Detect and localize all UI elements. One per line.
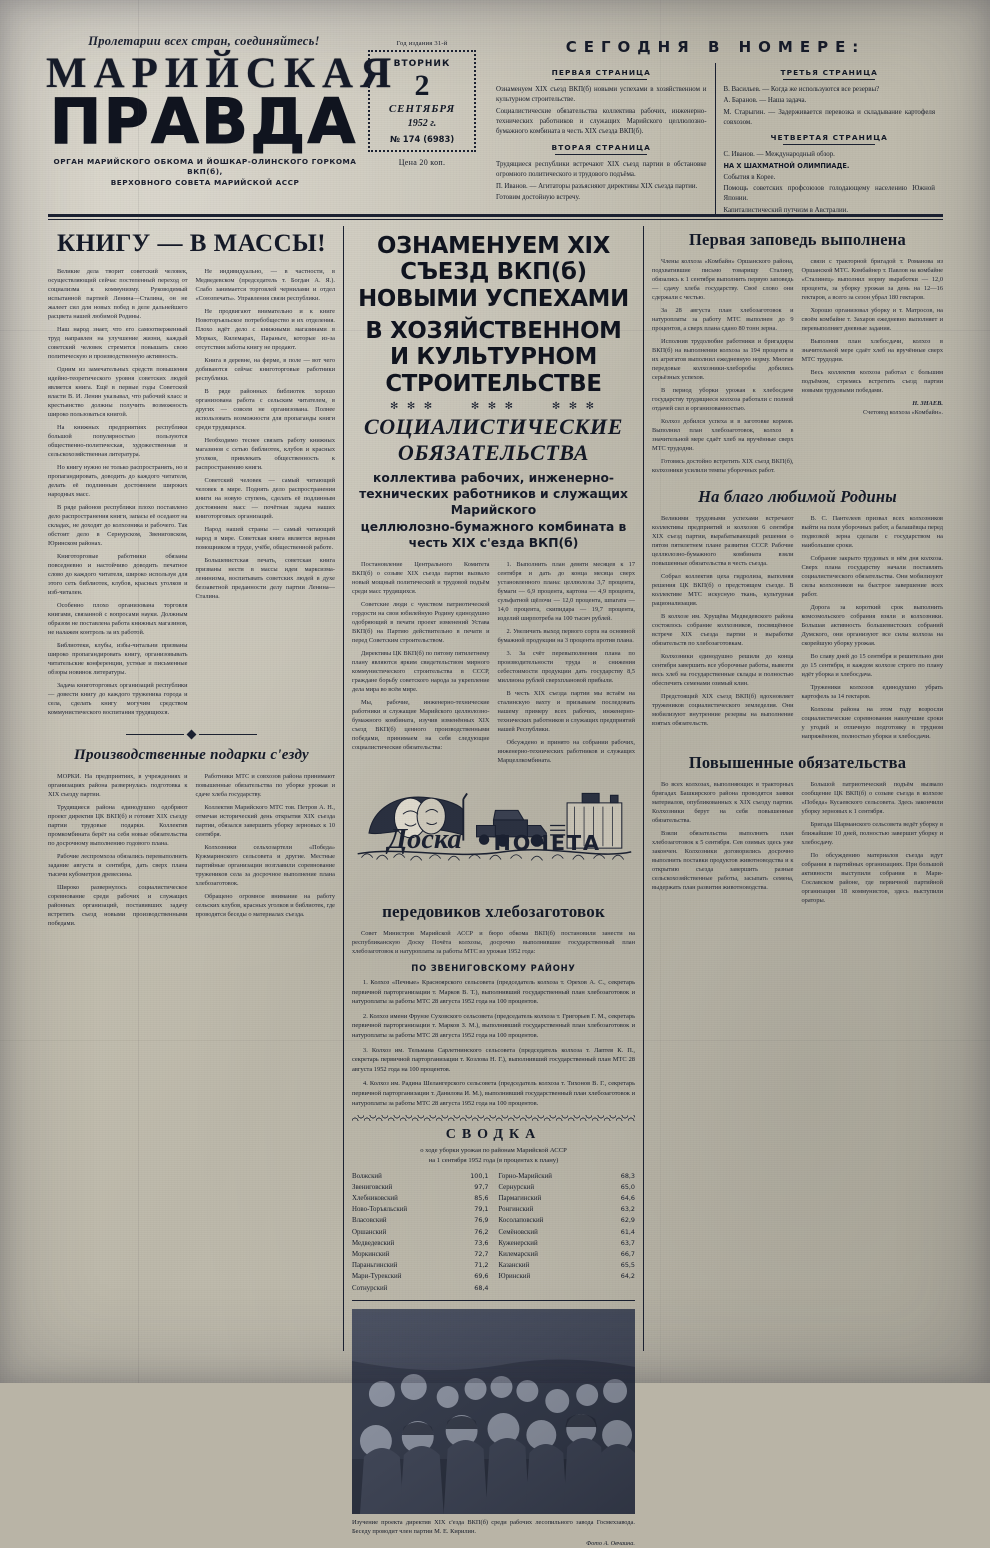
- contents-item[interactable]: Трудящиеся республики встречают XIX съезд партии в обстановке огромного политического и трудового подъёма.: [496, 160, 707, 179]
- table-bottom-rule: [352, 1300, 635, 1301]
- table-row: [499, 1260, 636, 1271]
- paragraph: Библиотеки, клубы, избы-читальни призваны широко пропагандировать книгу, организовывать читательские конференции, устные и письменные обзоры новинок литературы.: [48, 642, 188, 676]
- contents-item[interactable]: В. Васильев. — Когда же используются все резервы?: [723, 86, 880, 93]
- star-group: ✻ ✻ ✻: [390, 400, 436, 412]
- district-name: Сотнурский: [352, 1284, 388, 1292]
- district-name: Юринский: [498, 1273, 531, 1281]
- month-name: СЕНТЯБРЯ: [388, 102, 456, 115]
- contents-item[interactable]: События в Корее.: [723, 173, 776, 181]
- table-row: [499, 1215, 636, 1226]
- contents-item[interactable]: Готовим достойную встречу.: [496, 193, 581, 201]
- table-row: [352, 1249, 489, 1260]
- left-headline: КНИГУ — В МАССЫ!: [56, 230, 327, 257]
- district-name: Семёновский: [498, 1228, 538, 1236]
- contents-header: СЕГОДНЯ В НОМЕРЕ:: [565, 38, 866, 56]
- contents-section-2: [496, 143, 707, 203]
- paragraph: Необходимо теснее связать работу книжных магазинов с сетью библиотек, клубов и красных уголков, привлекать общественность к распространению книги.: [195, 437, 335, 471]
- table-row: [352, 1204, 489, 1215]
- right-art1-col-b: [802, 257, 944, 479]
- paragraph: МОРКИ. На предприятиях, в учреждениях и организациях района развернулась подготовка к XIX съезду партии.: [48, 773, 188, 798]
- paragraph: Одним из замечательных средств повышения идейно-теоретического уровня советских людей является книга. Ещё в первые годы Советской власти В. И. Ленин указывал, что рабочий класс и крестьянство должны получить возможность широко пользоваться книгой.: [48, 366, 188, 418]
- paragraph: За 28 августа план хлебозаготовок и натуроплаты за работу МТС выполнен до 9 процентов, а сверх плана сдано 80 тонн зерна.: [652, 307, 794, 332]
- district-name: Звениговский: [352, 1183, 393, 1191]
- district-value: 65,0: [620, 1182, 635, 1191]
- star-group: ✻ ✻ ✻: [470, 400, 517, 412]
- paragraph: Во славу дней до 15 сентября и решительно дни до 15 сентября, в каждом колхозе строго по плану идёт уборка и хлебосдача.: [801, 653, 943, 678]
- paragraph: Задача книготорговых организаций республики — довести книгу до каждого труженика города и села, сделать книгу могучим средством коммунистического воспитания трудящихся.: [48, 682, 188, 716]
- paragraph: По обсуждению материалов съезда идут собрания в партийных организациях. При большой активности выступили собрания в Мари-Сославском районе, где первичной партийной организации 18 коммунистов, здесь выступили ораторы.: [801, 852, 943, 904]
- caption-text: Изучение проекта директив XIX с'езда ВКП(б) среди рабочих лесопильного завода Госмехзавода. Беседу проводит член партии М. Е. Кирилин.: [352, 1518, 635, 1536]
- district-name: Сернурский: [498, 1183, 535, 1191]
- paragraph: Бригада Шарманского сельсовета ведёт уборку в ближайшие 10 дней, полностью завершит уборку и хлебосдачу.: [801, 821, 943, 846]
- district-name: Моркинский: [352, 1251, 390, 1259]
- list-item: 3. Колхоз им. Тельмана Сарлетнинского сельсовета (председатель колхоза т. Лаптев К. П., секретарь первичной парторганизации т. Козлова Н. Г.), выполнивший государственный план МТС 28 августа 1952 года на 100 процентов.: [352, 1046, 635, 1073]
- district-value: 72,7: [474, 1250, 489, 1259]
- paragraph: Великие дела творит советский человек, осуществляющий сейчас постепенный переход от социализма к коммунизму. Руководимый испытанной партией Ленина—Сталина, он не жалеет сил для новых побед в деле дальнейшего расцвета нашей любимой Родины.: [48, 268, 188, 320]
- right-art1-col-a: [652, 257, 794, 479]
- paragraph: Собрание закрыто трудовых в нём дня колхоза. Сверх плана государству начали поставлять социалистического обязательства. Они мобилизуют силы колхозников на быстрое завершение всех работ.: [801, 555, 943, 598]
- table-row: [352, 1260, 489, 1271]
- contents-column-right: [716, 63, 944, 217]
- paragraph: Великими трудовыми успехами встречают коллективы предприятий и колхозов 6 сентября XIX съезд партии, вырабатывающий решения о пятом пятилетнем плане развития СССР. Рабочие целлюлозно-бумажного комбината взяли повышенные обязательства в честь съезда.: [652, 515, 794, 567]
- paragraph: 3. За счёт перевыполнения плана по производительности труда и снижения себестоимости продукции дать государству 8,5 миллиона рублей сверхплановой прибыли.: [497, 649, 635, 684]
- svodka-title: СВОДКА: [445, 1127, 542, 1143]
- table-row: [352, 1283, 489, 1294]
- day-number: 2: [414, 69, 430, 102]
- section-underline: [555, 79, 647, 80]
- section-underline: [783, 144, 875, 145]
- paragraph: Рабочие леспромхоза обязались перевыполнить задание августа и сентября, дать сверх плана тысячи кубометров древесины.: [48, 853, 188, 878]
- district-value: 63,2: [620, 1205, 635, 1214]
- district-value: 62,9: [620, 1216, 635, 1225]
- table-row: [352, 1271, 489, 1282]
- paragraph: В колхозе им. Хрущёва Медведевского района состоялось собрание колхозников, посвящённое встрече XIX съезда партии и выработке обязательств по хлебозаготовкам.: [652, 613, 794, 647]
- district-name: Ново-Торъяльский: [352, 1206, 408, 1214]
- contents-item[interactable]: Ознаменуем XIX съезд ВКП(б) новыми успехами в хозяйственном и культурном строительстве.: [496, 86, 707, 104]
- contents-item[interactable]: НА X ШАХМАТНОЙ ОЛИМПИАДЕ.: [723, 161, 850, 170]
- paragraph: В честь XIX съезда партии мы встаём на сталинскую вахту и призываем последовать нашему примеру всех рабочих, инженерно-технических работников и служащих предприятий нашей Республики.: [497, 689, 635, 733]
- right-headline-3: Повышенные обязательства: [688, 753, 907, 772]
- article-signature: Н. ЗНАЕВ.: [912, 400, 943, 407]
- ornamental-divider: [48, 731, 335, 738]
- page-body: [48, 226, 943, 1547]
- district-name: Пармагинский: [498, 1195, 542, 1203]
- center-text-col-a: [352, 560, 490, 769]
- list-item: 2. Колхоз имени Фрунзе Суховского сельсовета (председатель колхоза т. Григорьев Г. М., секретарь первичной парторганизации т. Марков З. М.), выполнивший государственный план хлебозаготовок и натуроплаты за работы МТС 28 августа 1952 года на 100 процентов.: [352, 1012, 635, 1040]
- paragraph: Большой патриотический подъём вызвало сообщение ЦК ВКП(б) о созыве съезда в колхозе «Победа» Кусаевского сельсовета. Здесь закончили уборку зерновых к 1 сентября.: [801, 781, 943, 815]
- district-name: Волжский: [352, 1172, 382, 1180]
- paragraph: Не индивидуально, — в частности, в Медведевском (председатель т. Богдан А. Я.). Слабо занимается торговлей чернилами и отдел «Союзпечать». Управления связи республики.: [195, 268, 335, 302]
- contents-item[interactable]: Капиталистический путчизм в Австралии.: [723, 206, 849, 214]
- paragraph: Обсуждено и принято на собрании рабочих, инженерно-технических работников и служащих Марцеллкомбината.: [497, 738, 635, 764]
- paragraph: Члены колхоза «Комбайн» Оршанского района, подхватившие письмо товарищу Сталину, обязались к 1 сентября выполнить первую заповедь — сдачу хлеба государству. Своё слово они сдержали с честью.: [652, 258, 794, 301]
- paragraph: связи с тракторной бригадой т. Романова из Оршанской МТС. Комбайнер т. Павлов на комбайне «Сталинец» выполнил норму выработки — 12,0 процента, за уборку урожая за день на 12—16 гектаров, а всего за сезон убрал 180 гектаров.: [801, 258, 943, 301]
- contents-section-title: ЧЕТВЕРТАЯ СТРАНИЦА: [770, 133, 889, 143]
- paragraph: Книга в деревне, на ферме, в поле — вот чего добиваются сейчас книготорговые работники республики.: [195, 357, 335, 382]
- paragraph: Директивы ЦК ВКП(б) по пятому пятилетнему плану являются ярким свидетельством мирного коммунистического строительства в СССР, граждане борьбу советского народа за укрепление дела мира во всём мире.: [352, 649, 490, 693]
- district-value: 97,7: [474, 1182, 489, 1191]
- doska-pocheta-engraving: [352, 775, 635, 893]
- table-row: [352, 1227, 489, 1238]
- paragraph: Наш народ знает, что его самоотверженный труд направлен на улучшение жизни, каждый советский человек стремится повышать свою политическую и производственную активность.: [48, 326, 188, 360]
- paragraph: Взяли обязательства выполнить план хлебозаготовок к 5 сентября. Сев озимых здесь уже закончен. Колхозники договорились досрочно выполнить поставки продуктов животноводства и к открытию съезда завершить разные сельскохозяйственные работы, засыпать семена, выдержать план развития животноводства.: [652, 830, 794, 891]
- engraving-body: [352, 929, 635, 956]
- district-name: Косолаповский: [498, 1217, 544, 1225]
- paragraph: Колхозники единодушно решили до конца сентября завершить все уборочные работы, вывезти весь хлеб на государственные склады и полностью обеспечить семенами озимый клин.: [652, 653, 794, 687]
- district-value: 73,6: [474, 1238, 489, 1247]
- district-list: [352, 978, 635, 1108]
- paragraph: Обращено огромное внимание на работу сельских клубов, красных уголков и библиотек, где проводятся беседы о материалах съезда.: [195, 893, 335, 918]
- paragraph: Исполнив трудолюбие работники и бригадиры ВКП(б) на выполнении колхоза за 194 процента и их агрегатов выполнил ежедневную норму. Многие передовые колхозники-хлеборобы добились серьёзных успехов.: [652, 338, 794, 381]
- list-item: 4. Колхоз им. Радина Шелангерского сельсовета (председатель колхоза т. Тихонов В. Г., секретарь первичной парторганизации т. Данилова И. М.), выполнивший государственный план хлебозаготовок и натуроплаты за работы МТС 28 августа 1952 года на 100 процентов.: [352, 1080, 635, 1107]
- right-headline-2: На благо любимой Родины: [698, 487, 897, 506]
- subtitle-line-1: коллектива рабочих, инженерно-технических работников и служащих Марийского: [359, 470, 628, 518]
- district-value: 76,2: [474, 1227, 489, 1236]
- obligations-title: СОЦИАЛИСТИЧЕСКИЕ ОБЯЗАТЕЛЬСТВА: [363, 413, 623, 465]
- weekday: ВТОРНИК: [393, 59, 451, 69]
- left-sub-col-b: [196, 772, 336, 932]
- district-value: 76,9: [474, 1216, 489, 1225]
- paragraph: Коллектив Марийского МТС тов. Петров А. Н., отмечая исторический день открытия XIX съезда партии, обязался завершить уборку зерновых к 10 сентября.: [195, 804, 335, 838]
- contents-item[interactable]: Помощь советских профсоюзов голодающему населению Южной Японии.: [723, 185, 935, 203]
- date-frame: [368, 50, 476, 152]
- svodka-column-left: [352, 1171, 489, 1294]
- paragraph: 2. Увеличить выход первого сорта на основной бумажной продукции на 3 процента против плана.: [497, 627, 635, 644]
- paragraph: Постановление Центрального Комитета ВКП(б) о созыве XIX съезда партии вызвало новый мощный политический и трудовой подъём среди масс трудящихся.: [352, 560, 490, 595]
- wavy-divider: [352, 1115, 635, 1121]
- paragraph: 1. Выполнить план девяти месяцев к 17 сентября и дать до конца месяца сверх установленного плана: целлюлозы 3,7 процента, бумаги — 6,9 процента, картона — 4,9 процента, сульфатной щёлочи — 12,0 процента, шпагата — 14,0 процента, скипидара — 19,7 процента, изделий ширпотреба на 100 тысяч рублей.: [497, 560, 635, 622]
- engraving-subtitle: передовиков хлебозаготовок: [382, 901, 605, 921]
- column-right: [644, 226, 943, 1351]
- masthead-divider-thick: [48, 214, 943, 217]
- district-name: Хлебниковский: [352, 1195, 398, 1203]
- district-name: Горно-Марийский: [498, 1172, 552, 1180]
- photo-figures: [352, 1309, 635, 1514]
- column-left: [48, 226, 344, 1351]
- left-subhead: Производственные подарки с'езду: [73, 747, 309, 763]
- district-name: Параньгинский: [352, 1262, 398, 1270]
- paragraph: Собрал коллектив цеха гидролиза, выполняя решения ЦК ВКП(б) о предстоящем съезде. В коллективе МТС искусную ткань, культурная рационализация.: [652, 573, 794, 607]
- paragraph: Колхозники сельхозартели «Победа» Кужмаринского сельсовета и другие. Местные партийные организации возглавили соревнование тружеников села за досрочное выполнение плана хлебозаготовок.: [195, 844, 335, 887]
- district-value: 71,2: [474, 1261, 489, 1270]
- district-name: Власовский: [352, 1217, 387, 1225]
- paragraph: Выполнив план хлебосдачи, колхоз в значительной мере сдаёт хлеб на вручённые сверх МТС трудодни.: [801, 338, 943, 363]
- contents-item[interactable]: А. Баранов. — Наша задача.: [723, 97, 807, 105]
- section-underline: [783, 79, 875, 80]
- district-value: 61,4: [620, 1227, 635, 1236]
- paragraph: Во всех колхозах, выполняющих в тракторных бригадах Башкирского района проводятся заявки материалов, опубликованных к XIX съезду партии. Колхозники берут на себя повышенные обязательства.: [652, 781, 794, 824]
- paragraph: Работники МТС и совхозов района принимают повышенные обязательства по уборке урожая и сдаче хлеба государству.: [195, 773, 335, 798]
- article-signature-role: Счетовод колхоза «Комбайн».: [863, 409, 943, 417]
- column-center: [344, 226, 644, 1547]
- photo-credit: Фото А. Овчаина.: [586, 1540, 635, 1547]
- price: Цена 20 коп.: [398, 157, 446, 167]
- paragraph: Трудящиеся района единодушно одобряют проект директив ЦК ВКП(б) и готовят XIX съезду партии трудовые подарки. Коллектив промкомбината берёт на себя новые обязательства по досрочному выполнению годового плана.: [48, 804, 188, 847]
- paragraph: В ряде районных библиотек хорошо организована работа с сельским читателем, в других — совсем не организована. Полнее использовать возможности для пропаганды книги среди трудящихся.: [195, 388, 335, 431]
- paragraph: Не продвигают внимательно и к книге Новоторъяльское потребобщество и их отделения. Плохо идёт дело с книжными магазинами в Морках, Килемарах, Параньге, которые из-за отсутствия заботы книгу не продают.: [195, 308, 335, 351]
- masthead: [48, 34, 943, 220]
- district-name: Медведевский: [352, 1239, 395, 1247]
- table-row: [352, 1193, 489, 1204]
- center-text-col-b: [498, 560, 636, 769]
- table-row: [499, 1227, 636, 1238]
- table-row: [499, 1238, 636, 1249]
- main-headline-line1: ОЗНАМЕНУЕМ XIX СЪЕЗД ВКП(б) НОВЫМИ УСПЕХАМИ: [358, 231, 629, 312]
- table-row: [352, 1215, 489, 1226]
- paragraph: Хорошо организовал уборку и т. Матросов, на своём комбайне т. Захаров ежедневно выполняет и перевыполняет дневные задания.: [801, 307, 943, 332]
- right-art3-col-a: [652, 780, 794, 909]
- contents-section-1: [496, 68, 707, 138]
- contents-section-4: [724, 133, 936, 216]
- paragraph: Но книгу нужно не только распространять, но и пропагандировать, доводить до каждого читателя, делать её подлинным достоянием широких народных масс.: [48, 464, 188, 498]
- table-row: [352, 1238, 489, 1249]
- year: 1952 г.: [407, 117, 437, 129]
- contents-box: [488, 38, 943, 217]
- left-text-col-a: [48, 267, 188, 721]
- table-row: [499, 1204, 636, 1215]
- contents-section-3: [724, 68, 936, 128]
- district-value: 68,3: [620, 1171, 635, 1180]
- issue-number: № 174 (6983): [389, 133, 455, 144]
- svodka-subtitle-line1: о ходе уборки урожая по районам Марийской АССР: [420, 1147, 567, 1155]
- district-value: 64,6: [620, 1194, 635, 1203]
- svodka-column-right: [499, 1171, 636, 1294]
- paragraph: На книжных предприятиях республики большой популярностью пользуются общественно-политическая, художественная и сельскохозяйственная литература.: [48, 424, 188, 458]
- left-text-col-b: [196, 267, 336, 721]
- svodka-subtitle-line2: на 1 сентября 1952 года (в процентах к плану): [428, 1156, 559, 1164]
- district-value: 69,6: [474, 1272, 489, 1281]
- district-value: 64,2: [620, 1272, 635, 1281]
- district-value: 66,7: [620, 1250, 635, 1259]
- star-group: ✻ ✻ ✻: [551, 400, 597, 412]
- table-row: [499, 1249, 636, 1260]
- photo-caption: [352, 1518, 635, 1548]
- section-underline: [555, 154, 647, 155]
- paragraph: Широко развернулось социалистическое соревнование среди рабочих и служащих районных организаций, поставивших задачу встретить съезд новыми производственными победами.: [48, 884, 188, 927]
- paragraph: Весь коллектив колхоза работал с большим подъёмом, стремясь встретить съезд партии новыми трудовыми победами.: [801, 369, 943, 394]
- paragraph: Готовясь достойно встретить XIX съезд ВКП(б), колхозники усилили темпы уборочных работ.: [652, 458, 794, 474]
- district-name: Оршанский: [352, 1228, 387, 1236]
- right-art2-col-b: [802, 514, 944, 745]
- district-name: Казанский: [498, 1262, 530, 1270]
- contents-section-title: ВТОРАЯ СТРАНИЦА: [551, 142, 651, 152]
- paragraph: Предстоящий XIX съезд ВКП(б) вдохновляет тружеников социалистического земледелия. Они мобилизуют внутренние резервы на выполнение взятых обязательств.: [652, 693, 794, 727]
- paragraph: В период уборки урожая к хлебосдаче государству трудящиеся колхоза работали с полной отдачей сил и организованностью.: [652, 387, 794, 412]
- right-headline-1: Первая заповедь выполнена: [689, 230, 906, 249]
- engraving-block-word: ПОЧЕТА: [493, 831, 601, 856]
- organ-line-1: ОРГАН МАРИЙСКОГО ОБКОМА И ЙОШКАР-ОЛИНСКОГО ГОРКОМА ВКП(б),: [53, 156, 357, 177]
- paragraph: Совет Министров Марийской АССР и бюро обкома ВКП(б) постановили занести на республиканскую Доску Почёта колхозы, досрочно выполнившие государственный план хлебозаготовок и натуроплаты за работы МТС из урожая 1952 года:: [352, 929, 635, 955]
- paragraph: Труженики колхозов единодушно убрать картофель за 14 гектаров.: [801, 684, 943, 700]
- paragraph: Дорога за короткий срок выполнить комсомольского собрания взяли и колхозники. Большая активность большевистских собраний Думского, они организуют все силы колхоза на скорейшую уборку урожая.: [801, 604, 943, 647]
- contents-item[interactable]: С. Иванов. — Международный обзор.: [723, 151, 835, 159]
- newspaper-title-line2: ПРАВДА: [49, 84, 358, 158]
- paragraph: Советский человек — самый читающий человек в мире. Поднять дело распространения книги на новую ступень, сделать её подлинным достоянием масс — почётная задача наших книготорговых организаций.: [195, 477, 335, 520]
- svodka-subtitle: [352, 1146, 635, 1164]
- masthead-divider-thin: [48, 219, 943, 220]
- paragraph: Народ нашей страны — самый читающий народ в мире. Советская книга является верным помощником в труде, учёбе, общественной работе.: [195, 526, 335, 551]
- left-sub-col-a: [48, 772, 188, 932]
- contents-section-title: ТРЕТЬЯ СТРАНИЦА: [780, 68, 878, 77]
- paragraph: В. С. Пантелеев призвал всех колхозников выйти на поля уборочных работ, а балашёвцы перед подвозкой зерна сделали с государством на наибольшие сроки.: [801, 515, 943, 549]
- table-row: [352, 1171, 489, 1182]
- contents-item[interactable]: М. Старыгин. — Задерживается перевозка и складывание картофеля совхозом.: [723, 108, 935, 127]
- district-name: Мари-Турекский: [352, 1273, 402, 1281]
- right-art3-col-b: [802, 780, 944, 909]
- district-heading: ПО ЗВЕНИГОВСКОМУ РАЙОНУ: [411, 962, 576, 973]
- district-value: 65,5: [620, 1261, 635, 1270]
- paragraph: Мы, рабочие, инженерно-технические работники и служащие Марийского целлюлозно-бумажного комбината, изучив изменённых XIX съезд ВКП(б) ценного производственными победами, принимаем на себя следующие социалистические обязательства:: [352, 698, 490, 751]
- paragraph: Особенно плохо организована торговля книгами, связанной с вопросами науки. Должным образом не поставлена работа книжных магазинов, не налажен контроль за их работой.: [48, 602, 188, 636]
- contents-column-left: [488, 63, 716, 217]
- district-name: Куженерский: [498, 1239, 538, 1247]
- district-value: 68,4: [474, 1283, 489, 1292]
- slogan: Пролетарии всех стран, соединяйтесь!: [88, 34, 320, 48]
- table-row: [352, 1182, 489, 1193]
- star-ornaments: [352, 401, 635, 412]
- newspaper-title-line1: МАРИЙСКАЯ: [46, 50, 399, 97]
- list-item: 1. Колхоз «Печные» Красноярского сельсовета (председатель колхоза т. Орехов А. С., секретарь первичной парторганизации т. Марков В. Т.), выполнивший государственный план хлебозаготовок и натуроплаты за работы МТС 28 августа 1952 года на 100 процентов.: [352, 978, 635, 1006]
- district-name: Килемарский: [498, 1251, 538, 1259]
- obligations-subtitle: [352, 470, 635, 551]
- paragraph: Книготорговые работники обязаны повседневно и настойчиво доводить печатное слово до каждого читателя, широко используя для этого сеть библиотек, клубов, красных уголков и изб-читален.: [48, 553, 188, 596]
- organ-line-2: ВЕРХОВНОГО СОВЕТА МАРИЙСКОЙ АССР: [110, 177, 300, 187]
- district-value: 63,7: [620, 1238, 635, 1247]
- district-name: Ронгинский: [498, 1206, 534, 1214]
- organ-statement: [46, 157, 364, 189]
- year-of-publication: Год издания 31-й: [396, 40, 448, 47]
- district-value: 100,1: [470, 1171, 489, 1180]
- table-row: [499, 1271, 636, 1282]
- date-box: [368, 40, 476, 167]
- contents-item[interactable]: П. Иванов. — Агитаторы разъясняют директивы XIX съезда партии.: [496, 182, 698, 190]
- table-row: [499, 1182, 636, 1193]
- press-photo: [352, 1309, 635, 1514]
- paragraph: Советские люди с чувством патриотической гордости на свои юбилейную Родину единодушно одобряющий в печати проект изменений Устава ВКП(б) на Партию действительно в печати и перед Советским строительством.: [352, 600, 490, 644]
- table-row: [499, 1193, 636, 1204]
- district-value: 79,1: [474, 1205, 489, 1214]
- contents-section-title: ПЕРВАЯ СТРАНИЦА: [551, 68, 651, 77]
- contents-item[interactable]: Социалистические обязательства коллектива рабочих, инженерно-технических работников и служащих Марийского целлюлозно-бумажного комбината в честь XIX съезда ВКП(б).: [496, 107, 707, 136]
- engraving-script-word: Доска: [387, 824, 462, 856]
- table-row: [499, 1171, 636, 1182]
- main-headline-line2: В ХОЗЯЙСТВЕННОМ И КУЛЬТУРНОМ СТРОИТЕЛЬСТВЕ: [365, 315, 622, 397]
- subtitle-line-2: целлюлозно-бумажного комбината в честь XIX с'езда ВКП(б): [360, 519, 627, 550]
- paragraph: Большевистская печать, советская книга призваны нести в массы идеи марксизма-ленинизма, воспитывать советских людей в духе беззаветной преданности делу партии Ленина—Сталина.: [195, 557, 335, 600]
- paragraph: Колхоз добился успеха и в заготовке кормов. Выполнил план хлебозаготовок, колхоз в значительной мере сдаёт хлеб на вручённые сверх МТС трудодни.: [652, 418, 794, 452]
- svodka-table: [352, 1171, 635, 1294]
- paragraph: Колхозы района на этом году возросли социалистические соревнования наилучшие сроки у угодий и отличную подготовку в трудном напряжённом, полностью уборки и хлебосдачи.: [801, 706, 943, 740]
- district-value: 85,6: [474, 1194, 489, 1203]
- right-art2-col-a: [652, 514, 794, 745]
- paragraph: В ряде районов республики плохо поставлено дело распространения книги, запасы её оседают на складах, не доходят до колхозника и рабочего. Так обстоит дело в Сернурском, Звениговском, Юринском районах.: [48, 504, 188, 547]
